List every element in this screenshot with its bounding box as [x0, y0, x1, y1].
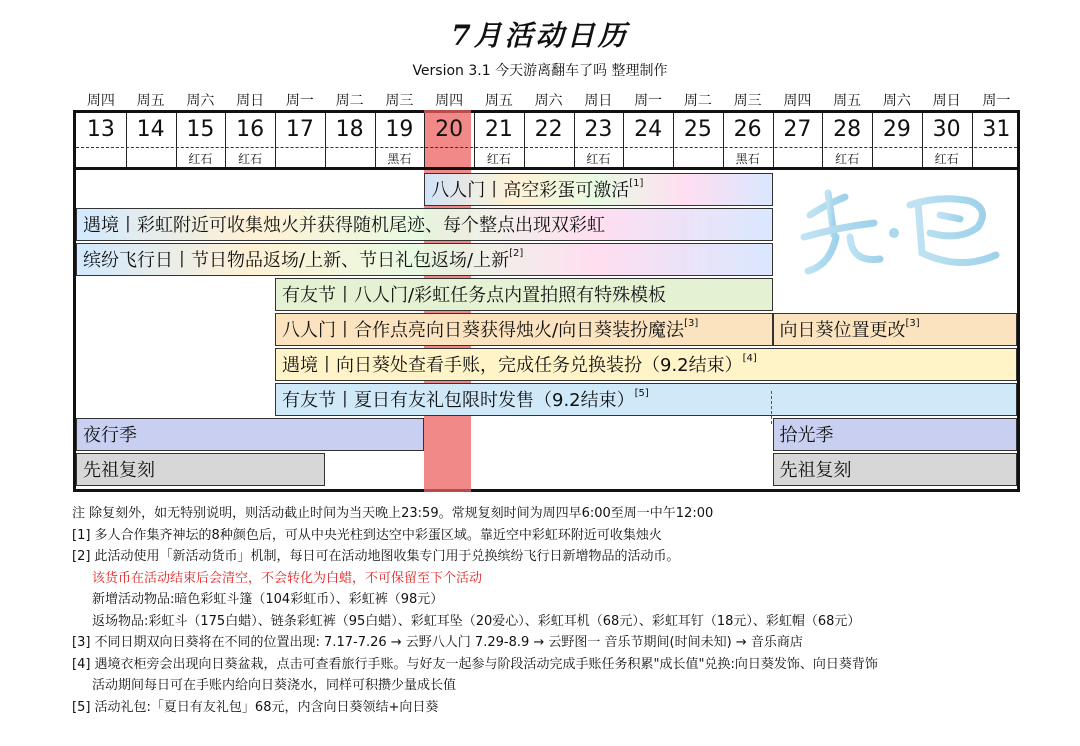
shard-label: 红石 [188, 152, 213, 166]
footnote-line: [1] 多人合作集齐神坛的8种颜色后，可从中央光柱到达空中彩蛋区域。靠近空中彩虹环附近可收集烛火 [72, 527, 662, 543]
footnote-line: 该货币在活动结束后会清空，不会转化为白蜡，不可保留至下个活动 [92, 570, 483, 586]
dashed-divider [771, 391, 772, 424]
weekday-label: 周日 [236, 93, 265, 109]
bar-label: 夜行季 [83, 425, 137, 446]
footnote-line: 新增活动物品:暗色彩虹斗篷（104彩虹币）、彩虹裤（98元） [92, 592, 444, 607]
bar-ancestor-1 [76, 453, 325, 486]
bar-sunflower-magic [275, 313, 773, 346]
weekday-label: 周日 [932, 93, 961, 109]
dashed-line [76, 147, 1017, 148]
sky-logo [790, 175, 1010, 285]
weekday-label: 周二 [683, 93, 712, 109]
shard-label: 红石 [238, 152, 263, 166]
day-number: 19 [385, 117, 414, 142]
weekday-label: 周二 [335, 93, 364, 109]
day-number: 22 [534, 117, 563, 142]
weekday-label: 周四 [783, 93, 812, 109]
weekday-label: 周四 [86, 93, 115, 109]
bar-label: 拾光季 [779, 425, 834, 446]
shard-label: 红石 [486, 152, 511, 166]
shard-label: 红石 [835, 152, 860, 166]
day-number: 23 [584, 117, 613, 142]
bar-label: 八人门丨高空彩蛋可激活 [431, 180, 630, 201]
bar-label: 向日葵位置更改 [779, 320, 906, 341]
day-number: 13 [86, 117, 115, 142]
weekday-label: 周一 [982, 93, 1011, 109]
weekday-label: 周五 [136, 93, 165, 109]
weekday-label: 周六 [882, 93, 911, 109]
bar-light-season [773, 418, 1018, 451]
footnote-line: [4] 遇境衣柜旁会出现向日葵盆栽，点击可查看旅行手账。与好友一起参与阶段活动完成手账任务积累"成长值"兑换:向日葵发饰、向日葵背饰 [72, 656, 878, 672]
footnote-ref: [3] [684, 318, 699, 329]
day-number: 16 [236, 117, 265, 142]
day-number: 29 [882, 117, 911, 142]
day-number: 15 [186, 117, 215, 142]
bar-label: 缤纷飞行日丨节日物品返场/上新、节日礼包返场/上新 [83, 250, 510, 271]
footnote-ref: [5] [634, 388, 649, 399]
footnote-line: [5] 活动礼包:「夏日有友礼包」68元，内含向日葵领结+向日葵 [72, 699, 439, 715]
footnote-ref: [3] [905, 318, 920, 329]
bar-summer-pack [275, 383, 1017, 416]
footnote-line: [3] 不同日期双向日葵将在不同的位置出现: 7.17-7.26 → 云野八人门 7.29-8.9 → 云野图一 音乐节期间(时间未知) → 音乐商店 [72, 635, 803, 650]
footnote-line: [2] 此活动使用「新活动货币」机制，每日可在活动地图收集专门用于兑换缤纷飞行日新增物品的活动币。 [72, 549, 680, 564]
day-number: 20 [435, 117, 464, 142]
page-title: 7月活动日历 [451, 19, 629, 52]
weekday-label: 周六 [534, 93, 563, 109]
day-number: 14 [136, 117, 165, 142]
bar-label: 有友节丨八人门/彩虹任务点内置拍照有特殊模板 [282, 285, 667, 306]
bar-rainbow-candle [76, 208, 773, 241]
header-border [76, 167, 1017, 170]
weekday-label: 周五 [484, 93, 513, 109]
footnote-ref: [2] [509, 248, 524, 259]
footnote-line: 活动期间每日可在手账内给向日葵浇水，同样可积攒少量成长值 [92, 678, 457, 693]
bar-label: 遇境丨彩虹附近可收集烛火并获得随机尾迹、每个整点出现双彩虹 [83, 215, 605, 236]
day-number: 17 [285, 117, 314, 142]
footnote-line: 返场物品:彩虹斗（175白蜡）、链条彩虹裤（95白蜡）、彩虹耳坠（20爱心）、彩虹耳机（68元）、彩虹耳钉（18元）、彩虹帽（68元） [92, 613, 861, 629]
subtitle: Version 3.1 今天游离翻车了吗 整理制作 [412, 63, 668, 79]
day-number: 24 [634, 117, 663, 142]
bar-8person-egg [424, 173, 772, 206]
shard-label: 黑石 [387, 152, 412, 166]
bar-label: 先祖复刻 [83, 460, 155, 481]
bar-label: 八人门丨合作点亮向日葵获得烛火/向日葵装扮魔法 [282, 320, 685, 341]
weekday-label: 周三 [733, 93, 762, 109]
weekday-label: 周五 [833, 93, 862, 109]
day-number: 30 [932, 117, 961, 142]
bar-sunflower-book [275, 348, 1017, 381]
weekday-label: 周日 [584, 93, 613, 109]
bar-sunflower-move [773, 313, 1018, 346]
footnotes [72, 503, 1072, 718]
bar-ancestor-2 [773, 453, 1018, 486]
day-number: 31 [982, 117, 1011, 142]
shard-label: 红石 [934, 152, 959, 166]
footnote-line: 注 除复刻外，如无特别说明，则活动截止时间为当天晚上23:59。常规复刻时间为周四早6:00至周一中午12:00 [72, 506, 714, 521]
bar-night-season [76, 418, 424, 451]
bar-friend-photo [275, 278, 773, 311]
footnote-ref: [1] [629, 178, 644, 189]
day-number: 27 [783, 117, 812, 142]
bar-label: 有友节丨夏日有友礼包限时发售（9.2结束） [282, 390, 635, 411]
bar-flying-day [76, 243, 773, 276]
weekday-label: 周四 [435, 93, 464, 109]
shard-label: 红石 [586, 152, 611, 166]
bar-label: 先祖复刻 [779, 460, 852, 481]
day-number: 26 [733, 117, 762, 142]
bar-label: 遇境丨向日葵处查看手账，完成任务兑换装扮（9.2结束） [282, 355, 743, 376]
day-number: 21 [484, 117, 513, 142]
shard-label: 黑石 [735, 152, 760, 166]
weekday-label: 周一 [634, 93, 663, 109]
day-number: 25 [683, 117, 712, 142]
day-number: 18 [335, 117, 364, 142]
weekday-label: 周三 [385, 93, 414, 109]
footnote-ref: [4] [742, 353, 757, 364]
day-number: 28 [833, 117, 862, 142]
weekday-label: 周一 [285, 93, 314, 109]
weekday-label: 周六 [186, 93, 215, 109]
